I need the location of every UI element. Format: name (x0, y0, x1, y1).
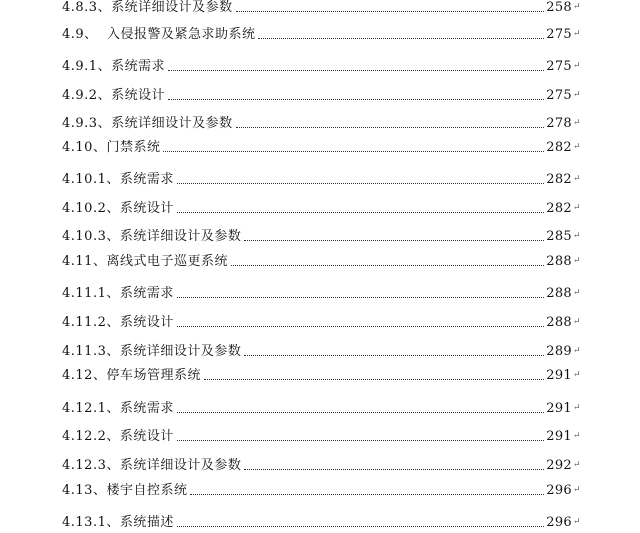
toc-page-number: 288 (546, 286, 572, 301)
toc-page-number: 288 (546, 254, 572, 269)
dot-leader (244, 469, 544, 470)
toc-entry-label: 4.13、楼宇自控系统 (62, 483, 188, 498)
dot-leader (168, 99, 544, 100)
dot-leader (177, 412, 544, 413)
toc-entry[interactable] (62, 197, 581, 217)
paragraph-mark-icon: ↵ (573, 203, 581, 213)
toc-page-number: 288 (546, 315, 572, 330)
toc-entry[interactable] (62, 225, 581, 245)
toc-entry[interactable] (62, 397, 581, 417)
paragraph-mark-icon: ↵ (573, 142, 581, 152)
toc-entry-label: 4.9、 入侵报警及紧急求助系统 (62, 27, 256, 42)
toc-entry-label: 4.8.3、系统详细设计及参数 (62, 0, 233, 15)
paragraph-mark-icon: ↵ (573, 460, 581, 470)
toc-entry[interactable] (62, 479, 581, 499)
paragraph-mark-icon: ↵ (573, 288, 581, 298)
toc-entry-label: 4.12.2、系统设计 (62, 429, 174, 444)
toc-entry[interactable] (62, 511, 581, 531)
toc-page-number: 258 (546, 0, 572, 15)
toc-page-number: 289 (546, 344, 572, 359)
toc-entry[interactable] (62, 23, 581, 43)
toc-page-number: 282 (546, 140, 572, 155)
toc-page-number: 275 (546, 59, 572, 74)
toc-page-number: 292 (546, 458, 572, 473)
toc-entry-label: 4.13.1、系统描述 (62, 515, 174, 530)
toc-entry-label: 4.10.1、系统需求 (62, 172, 174, 187)
paragraph-mark-icon: ↵ (573, 485, 581, 495)
toc-entry-label: 4.9.2、系统设计 (62, 88, 166, 103)
toc-entry-label: 4.9.3、系统详细设计及参数 (62, 116, 233, 131)
toc-entry[interactable] (62, 84, 581, 104)
toc-entry-label: 4.11.2、系统设计 (62, 315, 174, 330)
toc-entry[interactable] (62, 112, 581, 132)
paragraph-mark-icon: ↵ (573, 256, 581, 266)
toc-entry-label: 4.11、离线式电子巡更系统 (62, 254, 228, 269)
dot-leader (244, 355, 544, 356)
toc-entry[interactable] (62, 364, 581, 384)
dot-leader (177, 440, 544, 441)
dot-leader (177, 212, 544, 213)
toc-page-number: 296 (546, 483, 572, 498)
toc-page-number: 291 (546, 401, 572, 416)
toc-entry[interactable] (62, 250, 581, 270)
toc-page-number: 282 (546, 172, 572, 187)
paragraph-mark-icon: ↵ (573, 370, 581, 380)
toc-page-number: 275 (546, 88, 572, 103)
toc-entry-label: 4.12.1、系统需求 (62, 401, 174, 416)
paragraph-mark-icon: ↵ (573, 90, 581, 100)
dot-leader (163, 151, 544, 152)
toc-entry[interactable] (62, 168, 581, 188)
toc-entry[interactable] (62, 340, 581, 360)
toc-entry[interactable] (62, 425, 581, 445)
toc-entry-label: 4.11.3、系统详细设计及参数 (62, 344, 242, 359)
dot-leader (177, 326, 544, 327)
toc-entry-label: 4.9.1、系统需求 (62, 59, 166, 74)
paragraph-mark-icon: ↵ (573, 174, 581, 184)
toc-page-number: 278 (546, 116, 572, 131)
toc-page-number: 282 (546, 201, 572, 216)
dot-leader (236, 11, 545, 12)
dot-leader (190, 494, 544, 495)
dot-leader (258, 38, 544, 39)
toc-entry[interactable] (62, 311, 581, 331)
dot-leader (177, 183, 544, 184)
paragraph-mark-icon: ↵ (573, 403, 581, 413)
paragraph-mark-icon: ↵ (573, 317, 581, 327)
paragraph-mark-icon: ↵ (573, 118, 581, 128)
toc-page-number: 291 (546, 368, 572, 383)
toc-entry[interactable] (62, 55, 581, 75)
paragraph-mark-icon: ↵ (573, 231, 581, 241)
dot-leader (177, 297, 544, 298)
toc-entry-label: 4.10.2、系统设计 (62, 201, 174, 216)
dot-leader (204, 379, 544, 380)
toc-entry[interactable] (62, 0, 581, 16)
toc-entry[interactable] (62, 282, 581, 302)
toc-entry-label: 4.12.3、系统详细设计及参数 (62, 458, 242, 473)
toc-page-number: 275 (546, 27, 572, 42)
toc-page-number: 296 (546, 515, 572, 530)
toc-entry-label: 4.10、门禁系统 (62, 140, 161, 155)
dot-leader (244, 240, 544, 241)
toc-page-number: 291 (546, 429, 572, 444)
paragraph-mark-icon: ↵ (573, 29, 581, 39)
toc-entry[interactable] (62, 454, 581, 474)
paragraph-mark-icon: ↵ (573, 61, 581, 71)
dot-leader (236, 127, 545, 128)
toc-page-number: 285 (546, 229, 572, 244)
dot-leader (168, 70, 544, 71)
dot-leader (177, 526, 544, 527)
toc-entry[interactable] (62, 136, 581, 156)
toc-entry-label: 4.12、停车场管理系统 (62, 368, 201, 383)
paragraph-mark-icon: ↵ (573, 346, 581, 356)
paragraph-mark-icon: ↵ (573, 2, 581, 12)
toc-entry-label: 4.11.1、系统需求 (62, 286, 174, 301)
toc-entry-label: 4.10.3、系统详细设计及参数 (62, 229, 242, 244)
paragraph-mark-icon: ↵ (573, 431, 581, 441)
dot-leader (231, 265, 544, 266)
paragraph-mark-icon: ↵ (573, 517, 581, 527)
